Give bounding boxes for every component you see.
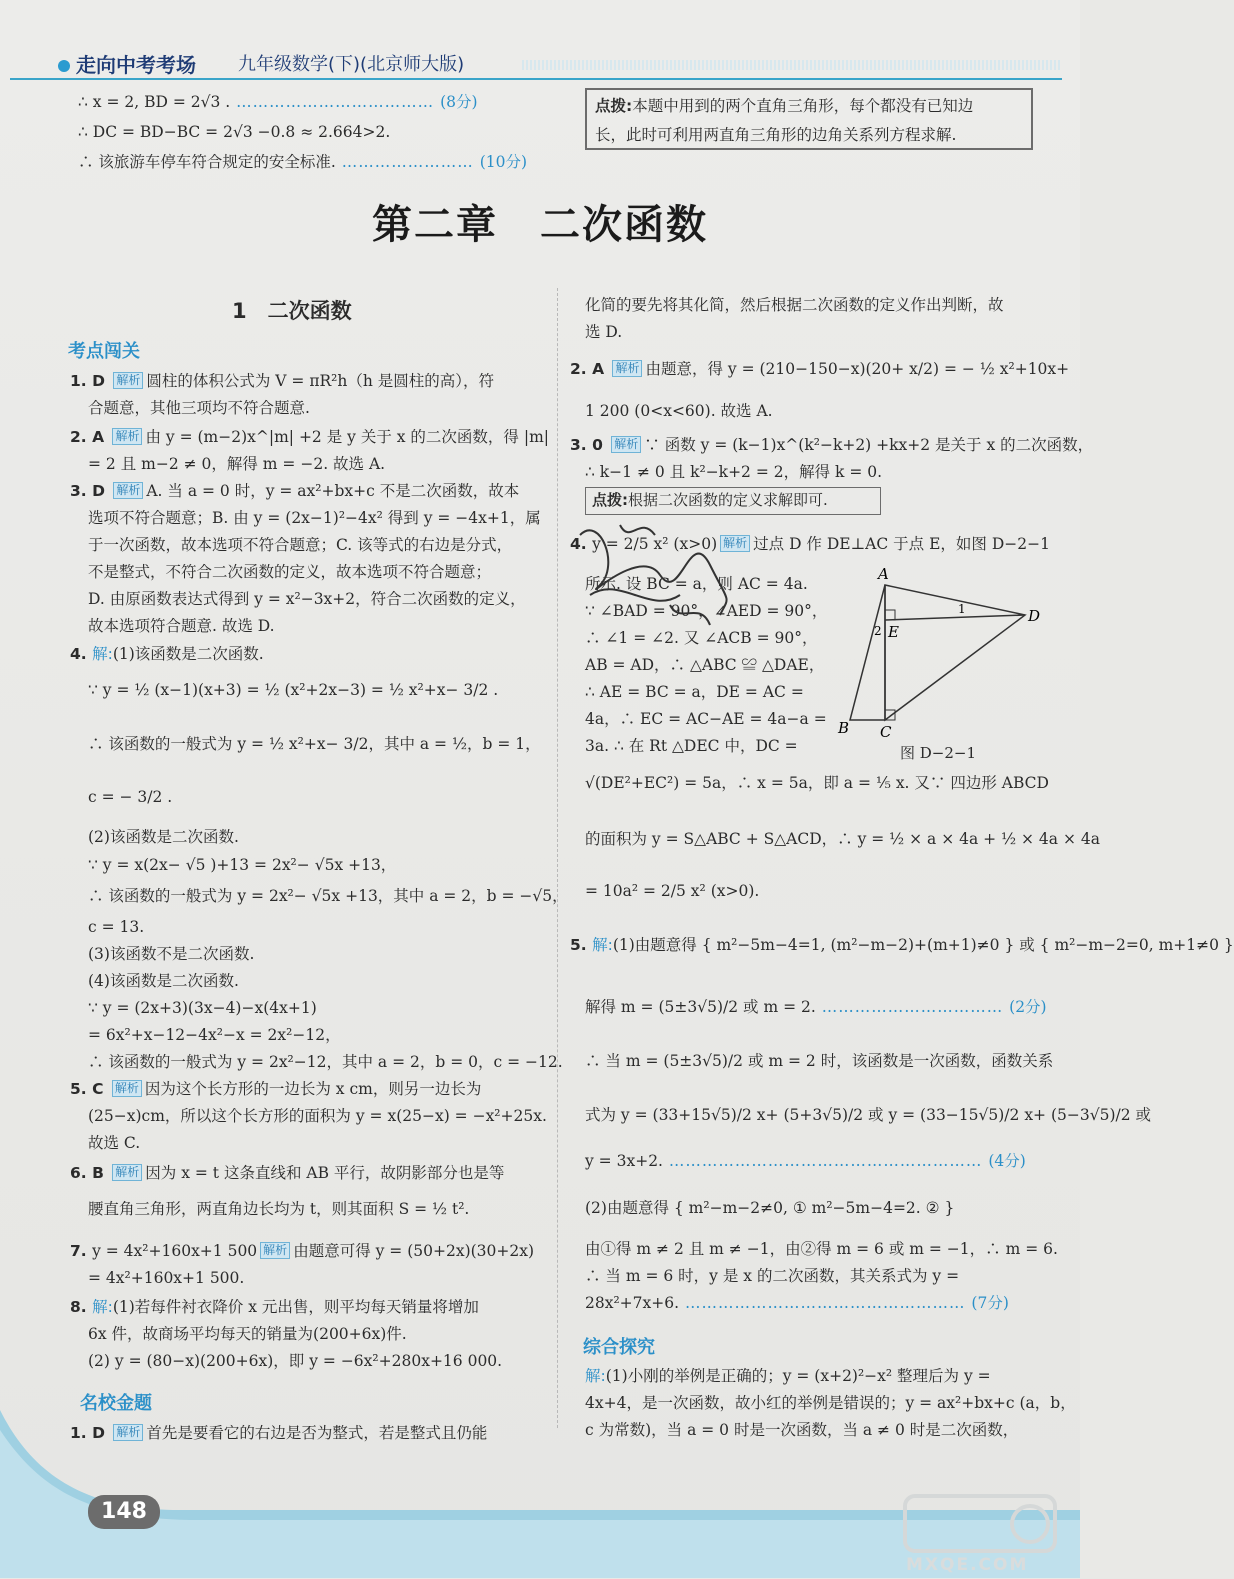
watermark-text: MXQE.COM — [906, 1555, 1029, 1575]
answer-line — [585, 652, 824, 679]
line-text: 于一次函数，故本选项不符合题意；C. 该等式的右边是分式， — [88, 536, 513, 554]
question-number: 8. — [70, 1298, 93, 1316]
answer-line — [88, 1022, 341, 1049]
line-text: ∵ y = (2x+3)(3x−4)−x(4x+1) — [88, 999, 317, 1017]
analysis-tag: 解析 — [112, 428, 142, 445]
answer-line — [585, 1290, 1009, 1317]
solution-marker: 解: — [92, 1298, 113, 1316]
score-label: (8分) — [440, 93, 478, 111]
answer-line — [585, 319, 622, 346]
column-divider — [557, 288, 558, 1428]
question-number: 3. D — [70, 482, 111, 500]
line-text: 6x 件，故商场平均每天的销量为(200+6x)件. — [88, 1325, 407, 1343]
line-text: 选项不符合题意；B. 由 y = (2x−1)²−4x² 得到 y = −4x+1，属 — [88, 509, 541, 527]
answer-line — [88, 613, 275, 640]
hint-box-top — [585, 88, 1033, 150]
answer-line — [88, 731, 541, 758]
leader-dots: ………………………………………………… — [662, 1152, 989, 1170]
answer-line — [585, 679, 804, 706]
line-text: 由①得 m ≠ 2 且 m ≠ −1，由②得 m = 6 或 m = −1，∴ m = 6. — [585, 1240, 1058, 1258]
question-number: 4. — [70, 645, 93, 663]
line-text: 化简的要先将其化简，然后根据二次函数的定义作出判断，故 — [585, 296, 1004, 314]
answer-line — [585, 1048, 1053, 1075]
answer-line — [88, 505, 541, 532]
line-text: 过点 D 作 DE⊥AC 于点 E，如图 D−2−1 — [753, 535, 1050, 553]
question-number: 3. 0 — [570, 436, 609, 454]
line-text: = 4x²+160x+1 500. — [88, 1269, 245, 1287]
line-text: 故选 C. — [88, 1134, 141, 1152]
answer-line — [88, 1348, 502, 1375]
page-number: 148 — [88, 1495, 160, 1529]
leader-dots: …………………………………………… — [679, 1294, 972, 1312]
section-title: 1 二次函数 — [232, 299, 352, 323]
solution-marker: 解: — [92, 645, 113, 663]
line-text: ∴ 该函数的一般式为 y = 2x²−12，其中 a = 2，b = 0，c = −12. — [88, 1053, 563, 1071]
line-text: 合题意，其他三项均不符合题意. — [88, 399, 310, 417]
analysis-tag: 解析 — [113, 482, 143, 499]
line-text: ∴ 当 m = (5±3√5)/2 或 m = 2 时，该函数是一次函数，函数关系 — [585, 1052, 1054, 1070]
score-label: (4分) — [988, 1152, 1026, 1170]
figure-label-d: D — [1028, 607, 1041, 625]
line-text: 由题意，得 y = (210−150−x)(20+ x/2) = − ½ x²+10x+ — [645, 360, 1070, 378]
answer-line — [88, 995, 317, 1022]
score-label: (7分) — [971, 1294, 1009, 1312]
answer-line — [585, 733, 798, 760]
line-text: ∴ k−1 ≠ 0 且 k²−k+2 = 2，解得 k = 0. — [585, 463, 883, 481]
question-number: 5. — [570, 936, 593, 954]
answer-line — [585, 398, 773, 425]
solution-marker: 解: — [585, 1367, 606, 1385]
line-text: 不是整式，不符合二次函数的定义，故本选项不符合题意； — [88, 563, 492, 581]
question-number: 2. A — [70, 428, 110, 446]
heading-kaodian: 考点闯关 — [68, 341, 140, 362]
line-text: = 2 且 m−2 ≠ 0，解得 m = −2. 故选 A. — [88, 455, 386, 473]
figure-label-b: B — [838, 719, 850, 737]
question-number: 1. D — [70, 372, 111, 390]
heading-mingxiao: 名校金题 — [80, 1393, 152, 1414]
line-text: (1)该函数是二次函数. — [112, 645, 264, 663]
line-text: 因为这个长方形的一边长为 x cm，则另一边长为 — [144, 1080, 482, 1098]
line-text: ∴ 该旅游车停车符合规定的安全标准. — [78, 153, 336, 171]
answer-line — [585, 1148, 1026, 1175]
figure-angle-2: 2 — [874, 624, 882, 638]
line-text: y = 2/5 x² (x>0) — [592, 535, 718, 553]
answer-line — [70, 478, 519, 505]
line-text: ∴ 该函数的一般式为 y = ½ x²+x− 3/2，其中 a = ½，b = 1， — [88, 735, 541, 753]
hint-inline-label: 点拨: — [592, 491, 628, 509]
answer-line — [585, 706, 827, 733]
line-text: (2) y = (80−x)(200+6x)，即 y = −6x²+280x+16 000. — [88, 1352, 503, 1370]
line-text: D. 由原函数表达式得到 y = x²−3x+2，符合二次函数的定义， — [88, 590, 526, 608]
answer-line — [585, 826, 1100, 853]
answer-line — [570, 356, 1069, 383]
hint-text-1: 本题中用到的两个直角三角形，每个都没有已知边 — [632, 97, 974, 115]
line-text: 由 y = (m−2)x^|m| +2 是 y 关于 x 的二次函数，得 |m| — [145, 428, 549, 446]
line-text: 4x+4，是一次函数，故小红的举例是错误的；y = ax²+bx+c (a，b， — [585, 1394, 1076, 1412]
answer-line — [70, 1160, 504, 1187]
answer-line — [585, 459, 882, 486]
answer-line — [88, 1196, 469, 1223]
question-number: 2. A — [570, 360, 610, 378]
line-text: 28x²+7x+6. — [585, 1294, 680, 1312]
hint-label: 点拨: — [595, 97, 633, 115]
line-text: A. 当 a = 0 时，y = ax²+bx+c 不是二次函数，故本 — [146, 482, 520, 500]
score-label: (10分) — [479, 153, 528, 171]
line-text: √(DE²+EC²) = 5a，∴ x = 5a，即 a = ⅕ x. 又∵ 四边形 ABCD — [585, 774, 1049, 792]
question-number: 5. C — [70, 1080, 109, 1098]
line-text: 1 200 (0<x<60). 故选 A. — [585, 402, 773, 420]
figure-label-c: C — [880, 723, 892, 741]
line-text: ∴ DC = BD−BC = 2√3 −0.8 ≈ 2.664>2. — [78, 123, 391, 141]
line-text: ∵ y = x(2x− √5 )+13 = 2x²− √5x +13， — [88, 856, 397, 874]
figure-label-e: E — [888, 623, 899, 641]
line-text: (4)该函数是二次函数. — [88, 972, 239, 990]
book-subtitle: 九年级数学(下)(北京师大版) — [238, 54, 465, 75]
analysis-tag: 解析 — [612, 360, 642, 377]
book-brand: 走向中考考场 — [76, 53, 196, 77]
analysis-tag: 解析 — [720, 535, 750, 552]
line-text: ∴ 当 m = 6 时，y 是 x 的二次函数，其关系式为 y = — [585, 1267, 960, 1285]
line-text: (2)该函数是二次函数. — [88, 828, 239, 846]
answer-line — [70, 641, 264, 668]
line-text: (1)由题意得 { m²−5m−4=1, (m²−m−2)+(m+1)≠0 } 或 { m²−m−2=0, m+1≠0 } — [612, 936, 1234, 954]
line-text: ∵ 函数 y = (k−1)x^(k²−k+2) +kx+2 是关于 x 的二次函数， — [644, 436, 1094, 454]
question-number: 7. — [70, 1242, 93, 1260]
line-text: c 为常数)，当 a = 0 时是一次函数，当 a ≠ 0 时是二次函数， — [585, 1421, 1019, 1439]
line-text: 4a，∴ EC = AC−AE = 4a−a = — [585, 710, 827, 728]
line-text: c = 13. — [88, 918, 145, 936]
answer-line — [88, 968, 239, 995]
line-text: c = − 3/2 . — [88, 788, 173, 806]
answer-line — [88, 914, 144, 941]
analysis-tag: 解析 — [113, 372, 143, 389]
line-text: 所示. 设 BC = a，则 AC = 4a. — [585, 575, 808, 593]
line-text: (1)小刚的举例是正确的；y = (x+2)²−x² 整理后为 y = — [605, 1367, 991, 1385]
answer-line — [585, 994, 1047, 1021]
analysis-tag: 解析 — [260, 1242, 290, 1259]
leader-dots: ……………………………… — [230, 93, 441, 111]
answer-line — [88, 852, 396, 879]
line-text: y = 4x²+160x+1 500 — [92, 1242, 258, 1260]
line-text: 选 D. — [585, 323, 623, 341]
answer-line — [585, 292, 1004, 319]
hint-text-2: 长，此时可利用两直角三角形的边角关系列方程求解. — [595, 126, 957, 144]
answer-line — [585, 1236, 1058, 1263]
line-text: (25−x)cm，所以这个长方形的面积为 y = x(25−x) = −x²+25x. — [88, 1107, 547, 1125]
answer-line — [70, 1238, 534, 1265]
answer-line — [88, 559, 491, 586]
line-text: 首先是要看它的右边是否为整式，若是整式且仍能 — [146, 1424, 488, 1442]
answer-line — [88, 824, 239, 851]
question-number: 4. — [570, 535, 593, 553]
answer-line — [585, 1363, 991, 1390]
figure-label-a: A — [878, 565, 889, 583]
question-number: 1. D — [70, 1424, 111, 1442]
answer-line — [88, 1321, 407, 1348]
line-text: (3)该函数不是二次函数. — [88, 945, 255, 963]
leader-dots: …………………………… — [815, 998, 1010, 1016]
answer-line — [88, 784, 172, 811]
answer-line — [88, 1265, 244, 1292]
chapter-title: 第二章 二次函数 — [372, 202, 708, 248]
score-label: (2分) — [1009, 998, 1047, 1016]
line-text: 腰直角三角形，两直角边长均为 t，则其面积 S = ½ t². — [88, 1200, 470, 1218]
line-text: 解得 m = (5±3√5)/2 或 m = 2. — [585, 998, 816, 1016]
figure-d-2-1 — [830, 565, 1050, 765]
line-text: = 10a² = 2/5 x² (x>0). — [585, 882, 760, 900]
answer-line — [88, 395, 310, 422]
hint-inline-text: 根据二次函数的定义求解即可. — [628, 491, 828, 509]
header-stripe — [522, 60, 1062, 70]
line-text: 由题意可得 y = (50+2x)(30+2x) — [293, 1242, 535, 1260]
line-text: 因为 x = t 这条直线和 AB 平行，故阴影部分也是等 — [145, 1164, 505, 1182]
line-text: ∴ 该函数的一般式为 y = 2x²− √5x +13，其中 a = 2，b = −√5， — [88, 887, 568, 905]
line-text: = 6x²+x−12−4x²−x = 2x²−12， — [88, 1026, 341, 1044]
line-text: 的面积为 y = S△ABC + S△ACD，∴ y = ½ × a × 4a + ½ × 4a × 4a — [585, 830, 1100, 848]
solution-line — [78, 89, 478, 116]
answer-line — [88, 883, 568, 910]
solution-line — [78, 119, 390, 146]
heading-zonghe: 综合探究 — [583, 1337, 655, 1358]
answer-line — [88, 1049, 563, 1076]
answer-line — [70, 424, 549, 451]
line-text: (1)若每件衬衣降价 x 元出售，则平均每天销量将增加 — [112, 1298, 479, 1316]
analysis-tag: 解析 — [112, 1164, 142, 1181]
answer-line — [88, 941, 254, 968]
line-text: y = 3x+2. — [585, 1152, 663, 1170]
answer-line — [88, 451, 385, 478]
page-header — [10, 52, 1062, 80]
figure-caption: 图 D−2−1 — [900, 744, 977, 762]
analysis-tag: 解析 — [611, 436, 641, 453]
answer-line — [585, 878, 759, 905]
line-text: ∴ AE = BC = a，DE = AC = — [585, 683, 804, 701]
line-text: ∵ ∠BAD = 90°，∠AED = 90°， — [585, 602, 828, 620]
answer-line — [585, 1195, 954, 1222]
line-text: 3a. ∴ 在 Rt △DEC 中，DC = — [585, 737, 798, 755]
question-number: 6. B — [70, 1164, 110, 1182]
line-text: 圆柱的体积公式为 V = πR²h（h 是圆柱的高），符 — [146, 372, 495, 390]
answer-line — [70, 368, 494, 395]
answer-line — [585, 1102, 1151, 1129]
answer-line — [88, 532, 512, 559]
answer-line — [585, 1263, 959, 1290]
line-text: 式为 y = (33+15√5)/2 x+ (5+3√5)/2 或 y = (33−15√5)/2 x+ (5−3√5)/2 或 — [585, 1106, 1152, 1124]
line-text: AB = AD，∴ △ABC ≌ △DAE， — [585, 656, 825, 674]
header-bullet-icon — [58, 60, 70, 72]
answer-line — [88, 677, 498, 704]
line-text: ∵ y = ½ (x−1)(x+3) = ½ (x²+2x−3) = ½ x²+x− 3/2 . — [88, 681, 499, 699]
line-text: ∴ ∠1 = ∠2. 又 ∠ACB = 90°， — [585, 629, 818, 647]
answer-line — [88, 1130, 140, 1157]
figure-angle-1: 1 — [958, 602, 966, 616]
solution-line — [78, 149, 527, 176]
answer-line — [70, 1076, 481, 1103]
line-text: (2)由题意得 { m²−m−2≠0, ① m²−5m−4=2. ② } — [585, 1199, 955, 1217]
answer-line — [570, 432, 1093, 459]
leader-dots: …………………… — [335, 153, 480, 171]
solution-marker: 解: — [592, 936, 613, 954]
line-text: ∴ x = 2, BD = 2√3 . — [78, 93, 231, 111]
answer-line — [585, 770, 1049, 797]
handwriting-scribble — [560, 505, 760, 645]
analysis-tag: 解析 — [112, 1080, 142, 1097]
answer-line — [88, 1103, 547, 1130]
answer-line — [570, 932, 1234, 959]
answer-line — [70, 1294, 479, 1321]
analysis-tag: 解析 — [113, 1424, 143, 1441]
answer-line — [88, 586, 526, 613]
line-text: 故本选项符合题意. 故选 D. — [88, 617, 275, 635]
